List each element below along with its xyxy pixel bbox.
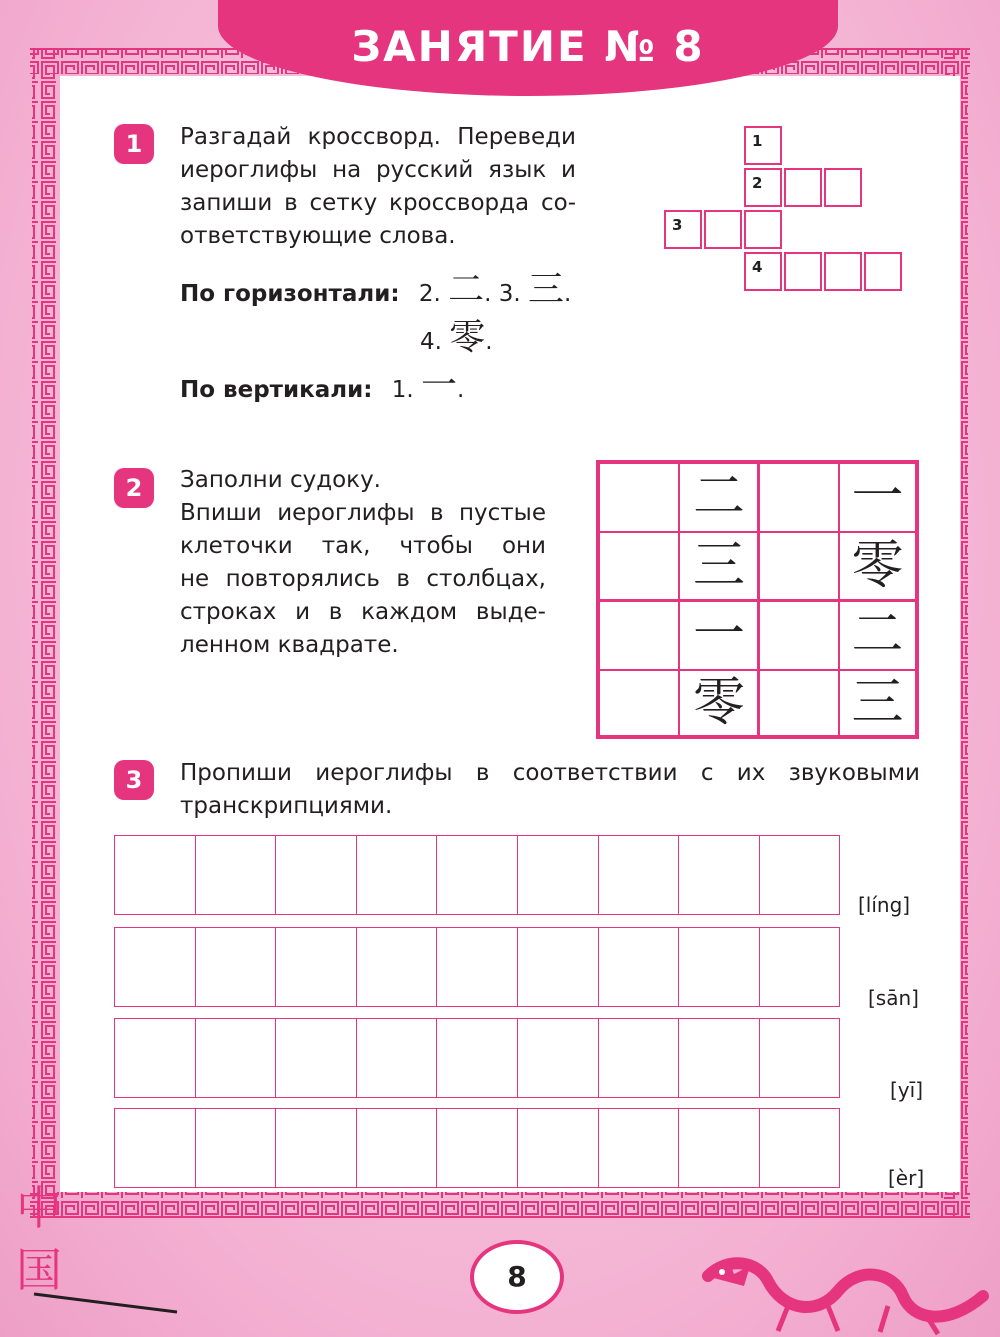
task-2-line: строках и в каждом выде-	[180, 599, 546, 625]
clue-dot: .	[457, 377, 465, 403]
task-1-instructions	[180, 121, 576, 253]
sudoku-grid	[596, 460, 919, 739]
clue-dot: .	[485, 329, 493, 355]
clue-number: 2.	[418, 281, 441, 307]
writing-cell[interactable]	[436, 1018, 518, 1098]
task-1-line: запиши в сетку кроссворда со-	[180, 190, 576, 216]
crossword-cell[interactable]	[784, 168, 822, 207]
sudoku-cell[interactable]	[599, 601, 679, 670]
task-1-line: ответствующие слова.	[180, 223, 456, 249]
crossword-cell[interactable]	[784, 252, 822, 291]
writing-cell[interactable]	[678, 835, 760, 915]
crossword-number: 3	[672, 216, 683, 234]
clue-number: 1.	[391, 377, 414, 403]
sudoku-cell: 三	[679, 532, 759, 601]
task-1-line: иероглифы на русский язык и	[180, 157, 576, 183]
sudoku-cell: 二	[839, 601, 916, 670]
sudoku-cell[interactable]	[759, 601, 839, 670]
task-3-badge: 3	[114, 760, 154, 800]
task-2-badge: 2	[114, 468, 154, 508]
task-3-line: транскрипциями.	[180, 793, 393, 819]
sudoku-cell[interactable]	[599, 463, 679, 532]
writing-cell[interactable]	[598, 1108, 680, 1188]
corner-character: 国	[16, 1243, 62, 1297]
clue-character: 二	[448, 269, 485, 310]
sudoku-cell[interactable]	[759, 670, 839, 736]
crossword-cell[interactable]	[704, 210, 742, 249]
task-2-line: не повторялись в столбцах,	[180, 566, 546, 592]
writing-cell[interactable]	[436, 927, 518, 1007]
pinyin-label: [èr]	[888, 1166, 925, 1190]
writing-cell[interactable]	[114, 927, 196, 1007]
task-1-badge: 1	[114, 124, 154, 164]
writing-cell[interactable]	[517, 1108, 599, 1188]
task-3-instructions	[180, 757, 920, 823]
crossword-number: 4	[752, 258, 763, 276]
writing-cell[interactable]	[195, 835, 277, 915]
clue-character: 三	[528, 269, 565, 310]
writing-cell[interactable]	[678, 1108, 760, 1188]
writing-cell[interactable]	[598, 927, 680, 1007]
writing-cell[interactable]	[275, 927, 357, 1007]
writing-cell[interactable]	[195, 1018, 277, 1098]
task-3-line: Пропиши иероглифы в соответствии с их звуковыми	[180, 760, 920, 786]
writing-cell[interactable]	[517, 1018, 599, 1098]
writing-cell[interactable]	[436, 1108, 518, 1188]
writing-cell[interactable]	[517, 835, 599, 915]
writing-cell[interactable]	[114, 835, 196, 915]
writing-cell[interactable]	[759, 1018, 841, 1098]
task-2-line: ленном квадрате.	[180, 632, 399, 658]
crossword-cell[interactable]	[744, 168, 782, 207]
pinyin-label: [líng]	[858, 893, 911, 917]
sudoku-cell: 一	[839, 463, 916, 532]
sudoku-cell: 一	[679, 601, 759, 670]
sudoku-cell: 零	[839, 532, 916, 601]
writing-cell[interactable]	[114, 1018, 196, 1098]
pinyin-label: [yī]	[890, 1078, 923, 1102]
writing-cell[interactable]	[195, 1108, 277, 1188]
writing-cell[interactable]	[759, 1108, 841, 1188]
writing-cell[interactable]	[114, 1108, 196, 1188]
horizontal-clues	[180, 268, 640, 316]
horizontal-label: По горизонтали:	[180, 281, 400, 307]
writing-cell[interactable]	[678, 1018, 760, 1098]
writing-cell[interactable]	[356, 1018, 438, 1098]
writing-cell[interactable]	[759, 835, 841, 915]
clue-dot: .	[564, 281, 572, 307]
vertical-label: По вертикали:	[180, 377, 373, 403]
writing-cell[interactable]	[598, 1018, 680, 1098]
writing-cell[interactable]	[275, 1018, 357, 1098]
sudoku-cell[interactable]	[759, 532, 839, 601]
task-2-instructions	[180, 464, 546, 662]
clue-number: 3.	[498, 281, 521, 307]
task-2-line: Заполни судоку.	[180, 467, 381, 493]
crossword-cell[interactable]	[824, 168, 862, 207]
crossword-cell[interactable]	[824, 252, 862, 291]
crossword-number: 1	[752, 132, 763, 150]
writing-cell[interactable]	[436, 835, 518, 915]
writing-cell[interactable]	[759, 927, 841, 1007]
lesson-title: ЗАНЯТИЕ № 8	[351, 22, 705, 71]
writing-cell[interactable]	[275, 1108, 357, 1188]
crossword-cell[interactable]	[744, 252, 782, 291]
clue-number: 4.	[420, 329, 442, 355]
clue-dot: .	[484, 281, 492, 307]
writing-cell[interactable]	[598, 835, 680, 915]
sudoku-divider-horizontal	[599, 599, 916, 602]
sudoku-cell: 三	[839, 670, 916, 736]
corner-character: 中	[16, 1181, 62, 1235]
crossword-cell[interactable]	[744, 126, 782, 165]
writing-cell[interactable]	[195, 927, 277, 1007]
task-1-line: Разгадай кроссворд. Переведи	[180, 124, 576, 150]
sudoku-cell: 零	[679, 670, 759, 736]
sudoku-cell[interactable]	[599, 670, 679, 736]
pinyin-label: [sān]	[868, 986, 919, 1010]
sudoku-cell[interactable]	[599, 532, 679, 601]
task-2-line: клеточки так, чтобы они	[180, 533, 546, 559]
vertical-clues	[180, 364, 464, 412]
writing-cell[interactable]	[517, 927, 599, 1007]
writing-cell[interactable]	[356, 927, 438, 1007]
writing-cell[interactable]	[678, 927, 760, 1007]
page-number: 8	[470, 1240, 564, 1314]
dragon-icon	[698, 1236, 998, 1336]
horizontal-clue-4	[420, 316, 493, 364]
crossword-cell[interactable]	[664, 210, 702, 249]
sudoku-cell: 二	[679, 463, 759, 532]
clue-character: 一	[421, 365, 458, 406]
crossword-number: 2	[752, 174, 763, 192]
writing-cell[interactable]	[275, 835, 357, 915]
crossword-cell[interactable]	[864, 252, 902, 291]
writing-cell[interactable]	[356, 835, 438, 915]
crossword-cell[interactable]	[744, 210, 782, 249]
writing-cell[interactable]	[356, 1108, 438, 1188]
clue-character: 零	[449, 317, 486, 358]
sudoku-cell[interactable]	[759, 463, 839, 532]
task-2-line: Впиши иероглифы в пустые	[180, 500, 546, 526]
brush-icon	[32, 1288, 182, 1318]
